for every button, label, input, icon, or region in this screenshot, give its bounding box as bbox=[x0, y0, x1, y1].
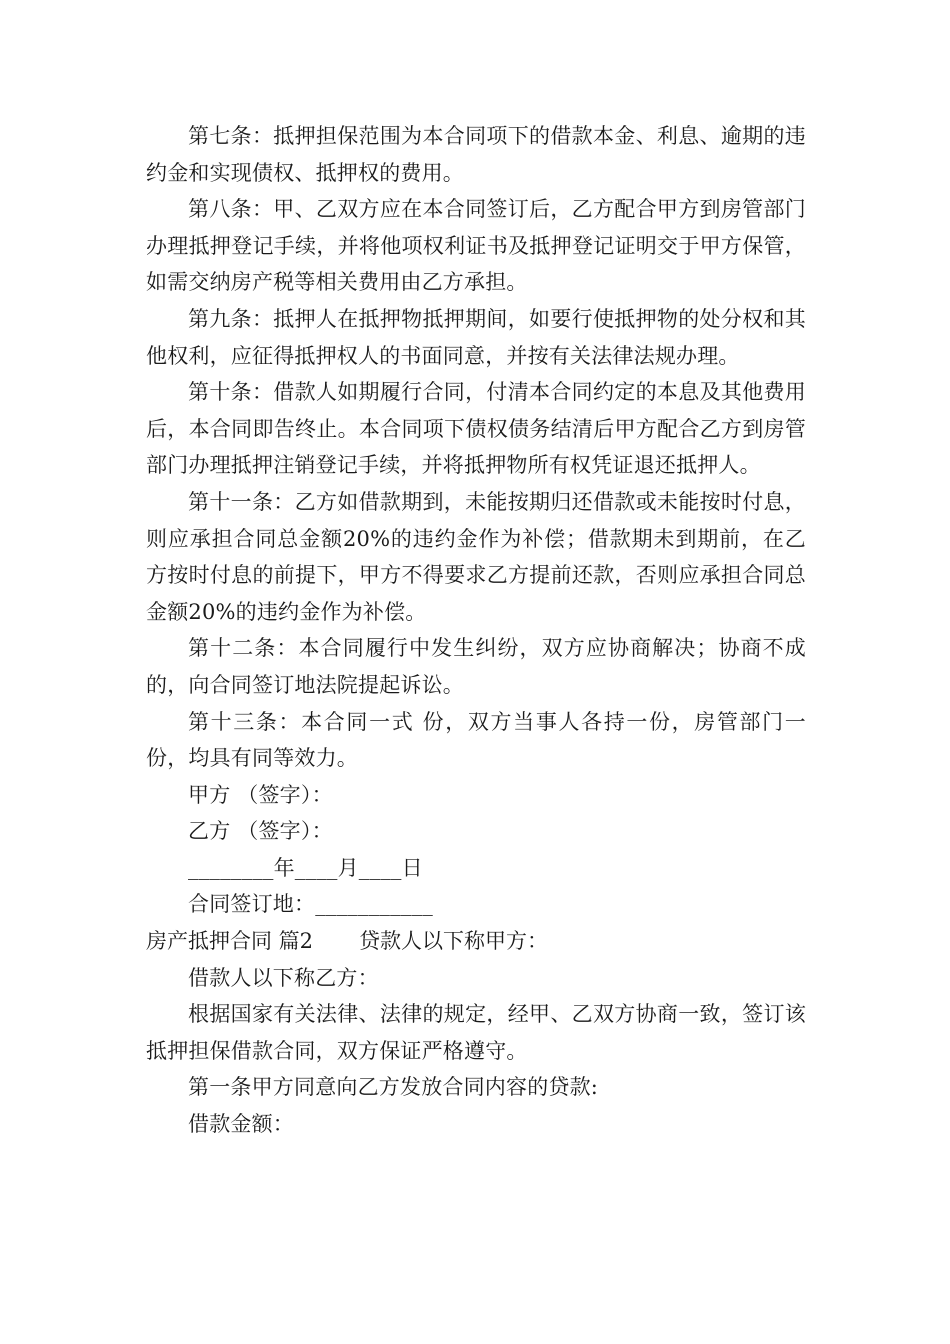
lender-line: 贷款人以下称甲方： bbox=[359, 929, 549, 954]
clause-10: 第十条：借款人如期履行合同，付清本合同约定的本息及其他费用后，本合同即告终止。本合同项下债权债务结清后甲方配合乙方到房管部门办理抵押注销登记手续，并将抵押物所有权凭证退还抵押人。 bbox=[146, 380, 806, 478]
clause-8: 第八条：甲、乙双方应在本合同签订后，乙方配合甲方到房管部门办理抵押登记手续，并将他项权利证书及抵押登记证明交于甲方保管，如需交纳房产税等相关费用由乙方承担。 bbox=[146, 197, 806, 295]
clause-7: 第七条：抵押担保范围为本合同项下的借款本金、利息、逾期的违约金和实现债权、抵押权的费用。 bbox=[146, 124, 806, 185]
loan-amount: 借款金额： bbox=[188, 1112, 294, 1137]
party-a-signature: 甲方 （签字）： bbox=[188, 782, 333, 807]
section-heading bbox=[146, 923, 806, 960]
clause-9: 第九条：抵押人在抵押物抵押期间，如要行使抵押物的处分权和其他权利，应征得抵押权人的书面同意，并按有关法律法规办理。 bbox=[146, 306, 806, 368]
section-title: 房产抵押合同 篇2 bbox=[146, 929, 314, 954]
party-b-signature: 乙方 （签字）： bbox=[188, 819, 333, 844]
preamble: 根据国家有关法律、法律的规定，经甲、乙双方协商一致，签订该抵押担保借款合同，双方保证严格遵守。 bbox=[146, 1002, 806, 1063]
clause-11: 第十一条：乙方如借款期到，未能按期归还借款或未能按时付息，则应承担合同总金额20%的违约金作为补偿；借款期未到期前，在乙方按时付息的前提下，甲方不得要求乙方提前还款，否则应承担合同总金额20%的违约金作为补偿。 bbox=[146, 489, 806, 624]
article-1: 第一条甲方同意向乙方发放合同内容的贷款: bbox=[188, 1075, 599, 1100]
signing-date: ________年____月____日 bbox=[188, 855, 423, 880]
document-body bbox=[146, 118, 806, 1143]
clause-12: 第十二条：本合同履行中发生纠纷，双方应协商解决；协商不成的，向合同签订地法院提起诉讼。 bbox=[146, 636, 806, 697]
clause-13: 第十三条：本合同一式 份，双方当事人各持一份，房管部门一份，均具有同等效力。 bbox=[146, 709, 806, 771]
borrower-line: 借款人以下称乙方： bbox=[188, 965, 379, 990]
signing-place: 合同签订地：___________ bbox=[188, 892, 433, 917]
